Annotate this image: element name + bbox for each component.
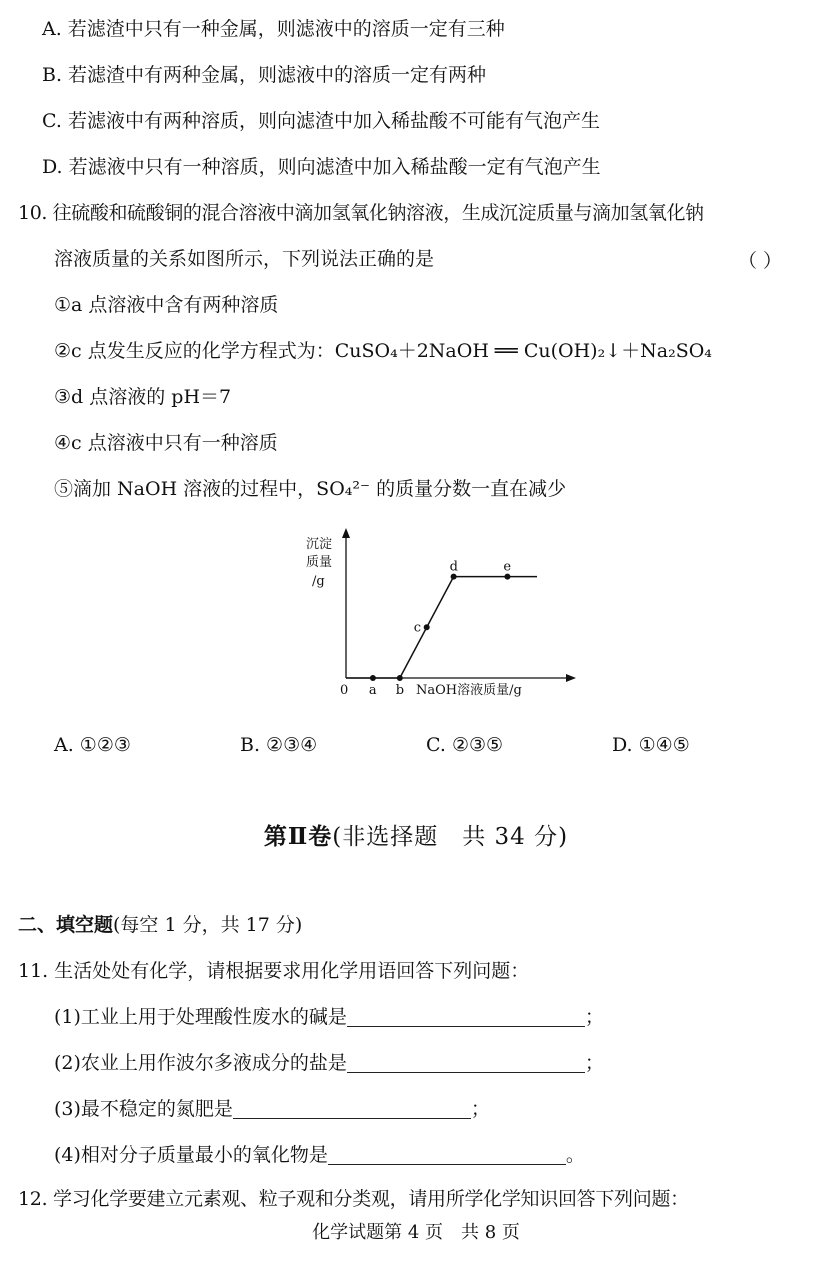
q12-stem: 12. 学习化学要建立元素观、粒子观和分类观，请用所学化学知识回答下列问题： [18, 1188, 689, 1210]
part2-heading [18, 912, 302, 938]
q11-item-2-text: (2)农业上用作波尔多液成分的盐是 [54, 1052, 347, 1074]
point-label-b: b [395, 683, 405, 698]
point-a [370, 675, 376, 681]
q10-choice-b: B. ②③④ [240, 734, 318, 756]
q11-item-2 [54, 1050, 604, 1076]
q10-choice-a: A. ①②③ [54, 734, 131, 756]
precipitate-chart [290, 528, 580, 708]
q10-statement-4: ④c 点溶液中只有一种溶质 [54, 432, 278, 454]
point-label-c: c [413, 620, 421, 636]
y-axis-label-1: 沉淀 [306, 537, 333, 552]
q9-option-c: C. 若滤液中有两种溶质，则向滤渣中加入稀盐酸不可能有气泡产生 [42, 110, 600, 132]
q11-answer-blank-4[interactable] [328, 1144, 566, 1165]
q11-item-3-end: ； [470, 1098, 490, 1120]
point-b [397, 675, 403, 681]
q10-statement-5: ⑤滴加 NaOH 溶液的过程中，SO₄²⁻ 的质量分数一直在减少 [54, 478, 567, 500]
q9-option-a: A. 若滤渣中只有一种金属，则滤液中的溶质一定有三种 [42, 18, 505, 40]
part2-heading-title: 二、填空题 [18, 914, 114, 936]
q11-answer-blank-3[interactable] [233, 1098, 471, 1119]
origin-label: 0 [340, 683, 349, 698]
point-label-e: e [503, 559, 512, 575]
q10-choice-c: C. ②③⑤ [426, 734, 504, 756]
q11-stem: 11. 生活处处有化学，请根据要求用化学用语回答下列问题： [18, 960, 530, 982]
y-axis-arrow [342, 528, 350, 538]
q10-statement-2: ②c 点发生反应的化学方程式为：CuSO₄＋2NaOH ══ Cu(OH)₂↓＋Na₂SO₄ [54, 340, 712, 362]
q9-option-b: B. 若滤渣中有两种金属，则滤液中的溶质一定有两种 [42, 64, 487, 86]
q11-item-1 [54, 1004, 604, 1030]
point-label-a: a [368, 683, 377, 698]
q11-item-3-text: (3)最不稳定的氮肥是 [54, 1098, 233, 1120]
section-title [0, 818, 832, 851]
q10-statement-3: ③d 点溶液的 pH＝7 [54, 386, 232, 408]
x-axis-arrow [566, 674, 576, 682]
q9-option-d: D. 若滤液中只有一种溶质，则向滤渣中加入稀盐酸一定有气泡产生 [42, 156, 601, 178]
section-title-main: 第Ⅱ卷 [263, 823, 333, 850]
q10-statement-1: ①a 点溶液中含有两种溶质 [54, 294, 279, 316]
part2-heading-note: (每空 1 分，共 17 分) [113, 914, 303, 936]
q11-item-1-end: ； [584, 1006, 604, 1028]
q11-item-3 [54, 1096, 490, 1122]
q11-answer-blank-2[interactable] [347, 1052, 585, 1073]
q11-item-2-end: ； [584, 1052, 604, 1074]
q10-stem-line2: 溶液质量的关系如图所示，下列说法正确的是 [54, 248, 435, 270]
x-axis-label: NaOH溶液质量/g [416, 683, 522, 698]
y-axis-label-3: /g [312, 574, 325, 589]
q10-stem-line1: 10. 往硫酸和硫酸铜的混合溶液中滴加氢氧化钠溶液，生成沉淀质量与滴加氢氧化钠 [18, 202, 704, 224]
q10-choice-d: D. ①④⑤ [612, 734, 690, 756]
q11-answer-blank-1[interactable] [347, 1006, 585, 1027]
q11-item-4-text: (4)相对分子质量最小的氧化物是 [54, 1144, 328, 1166]
page-footer: 化学试题第 4 页 共 8 页 [312, 1222, 520, 1243]
point-c [424, 624, 430, 630]
q11-item-4-end: 。 [565, 1144, 585, 1166]
precipitate-line [346, 577, 537, 678]
section-title-sub: (非选择题 共 34 分) [332, 824, 569, 850]
q11-item-1-text: (1)工业上用于处理酸性废水的碱是 [54, 1006, 347, 1028]
q10-answer-paren: （ ） [738, 250, 783, 272]
y-axis-label-2: 质量 [306, 555, 333, 570]
point-label-d: d [449, 559, 458, 575]
q11-item-4 [54, 1142, 585, 1168]
